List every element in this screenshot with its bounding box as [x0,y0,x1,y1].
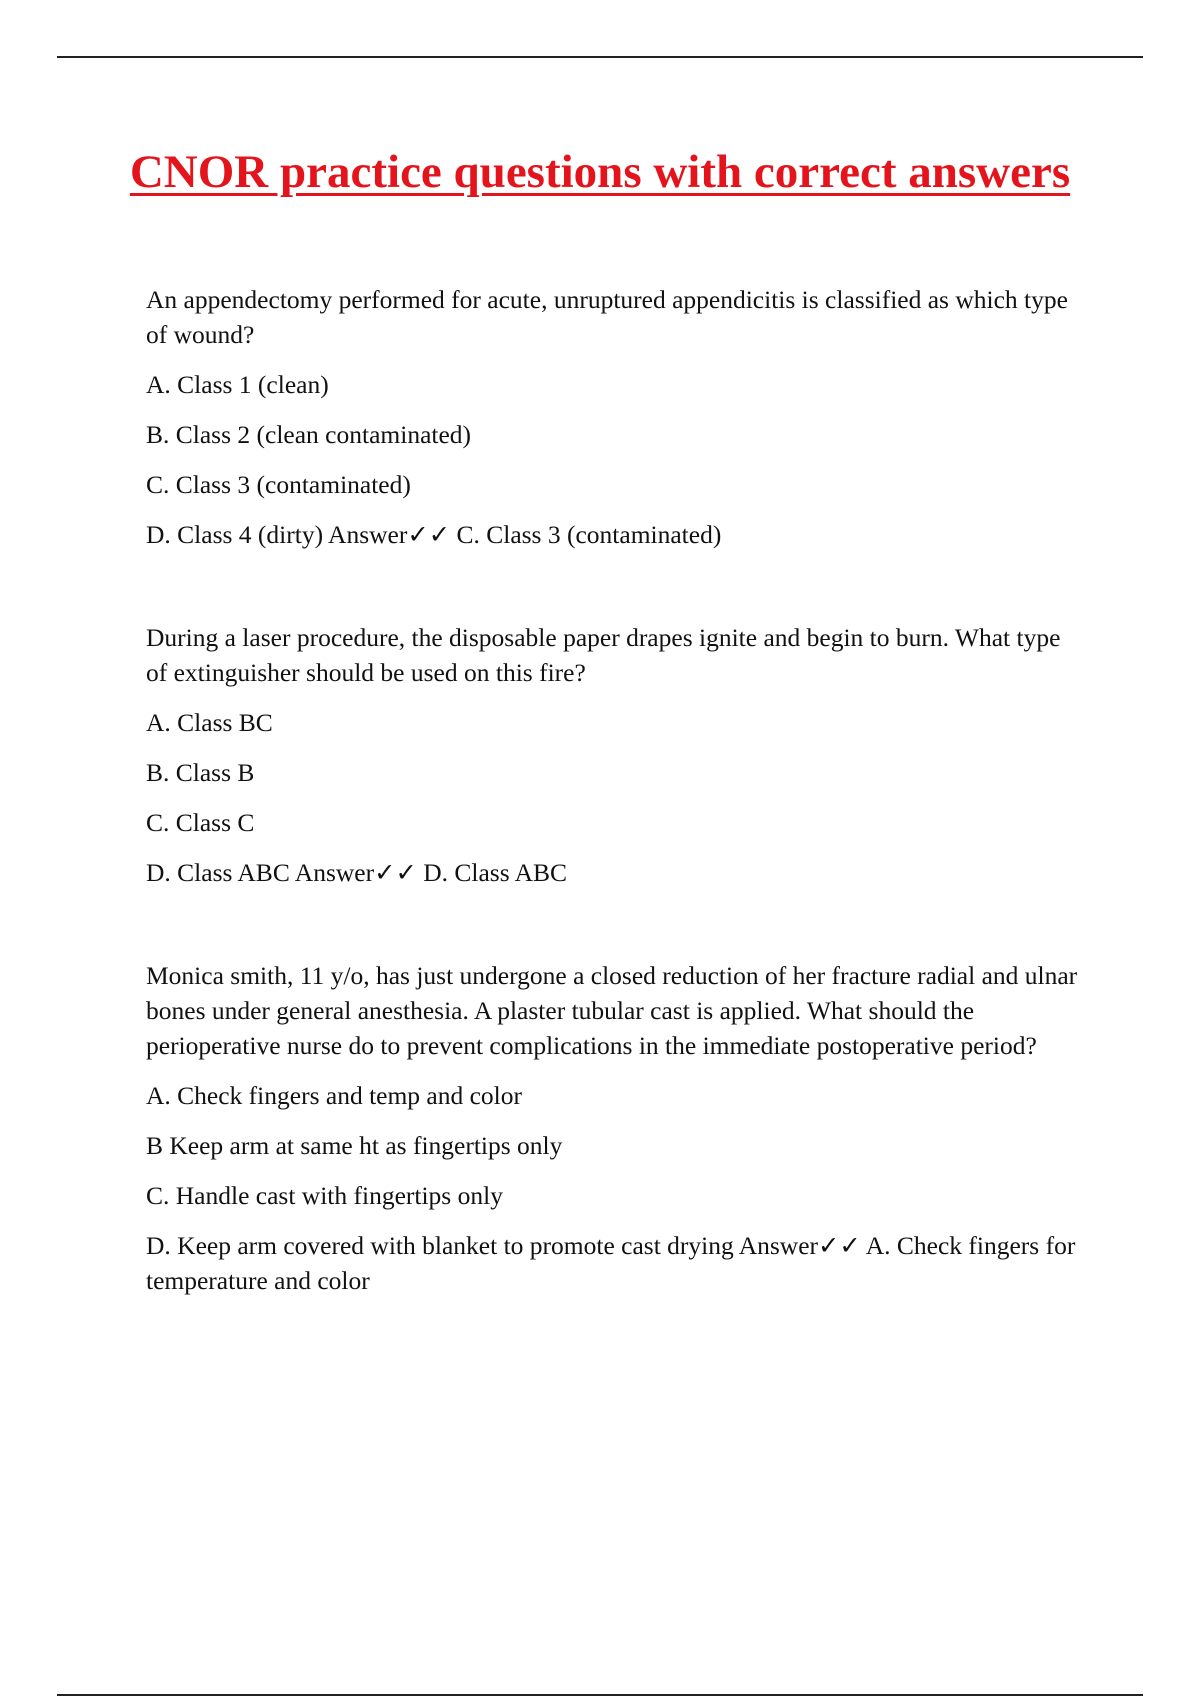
option-c: C. Class 3 (contaminated) [146,470,411,499]
question-text: During a laser procedure, the disposable paper drapes ignite and begin to burn. What type of extinguisher should be used on this fire? [146,623,1061,687]
option-d-with-answer [146,1228,1086,1298]
option-b: B. Class B [146,758,255,787]
question-text: Monica smith, 11 y/o, has just undergone a closed reduction of her fracture radial and ulnar bones under general anesthesia. A plaster tubular cast is applied. What should the perioperative nurse do to prevent complications in the immediate postoperative period? [146,961,1078,1060]
question-text: An appendectomy performed for acute, unruptured appendicitis is classified as which type of wound? [146,285,1068,349]
answer-label: Answer✓✓ [328,520,451,549]
top-rule [57,56,1143,58]
option-d: D. Class ABC [146,858,290,887]
option-d: D. Class 4 (dirty) [146,520,324,549]
question-block-1 [146,282,1086,552]
page-title: CNOR practice questions with correct answers [129,146,1071,198]
option-c: C. Class C [146,808,255,837]
question-block-2 [146,620,1086,890]
bottom-rule [57,1694,1143,1696]
option-d: D. Keep arm covered with blanket to promote cast drying [146,1231,734,1260]
answer-label: Answer✓✓ [738,1231,861,1260]
option-d-with-answer [146,855,1086,890]
option-b: B. Class 2 (clean contaminated) [146,420,472,449]
option-c: C. Handle cast with fingertips only [146,1181,503,1210]
correct-answer: D. Class ABC [423,858,568,887]
correct-answer: C. Class 3 (contaminated) [456,520,722,549]
option-a: A. Check fingers and temp and color [146,1081,523,1110]
answer-label: Answer✓✓ [294,858,417,887]
option-b: B Keep arm at same ht as fingertips only [146,1131,563,1160]
option-d-with-answer [146,517,1086,552]
question-block-3 [146,958,1086,1298]
option-a: A. Class BC [146,708,273,737]
option-a: A. Class 1 (clean) [146,370,329,399]
questions-list [146,282,1086,1298]
correct-answer: A. Check fingers for temperature and color [146,1231,1076,1295]
